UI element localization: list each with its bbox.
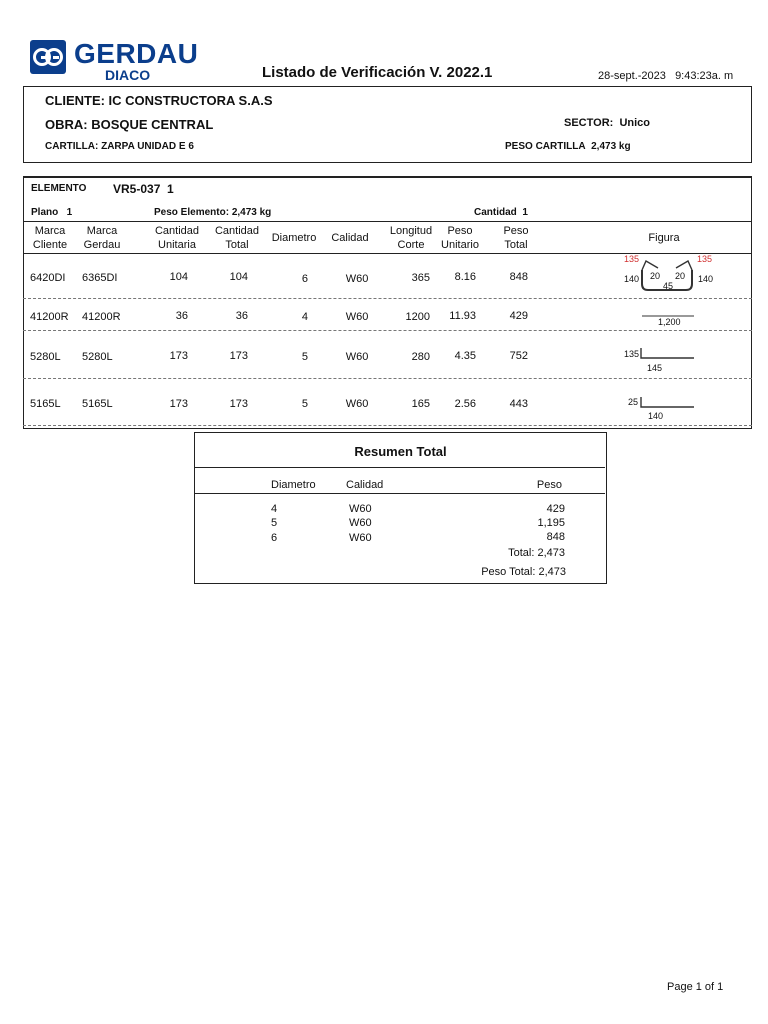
row4-marca-cliente: 5165L bbox=[30, 398, 61, 410]
elemento-code: VR5-037 bbox=[113, 182, 161, 196]
sector-label: SECTOR: bbox=[564, 117, 614, 129]
peso-elemento-text bbox=[154, 207, 271, 218]
row2-figure bbox=[636, 308, 700, 328]
summary-title: Resumen Total bbox=[354, 444, 447, 459]
row1-fig-hook-left: 135 bbox=[624, 254, 640, 264]
plano-label: Plano bbox=[31, 207, 59, 218]
row3-cant-unit: 173 bbox=[169, 350, 188, 362]
row3-fig-left: 135 bbox=[624, 349, 640, 359]
row2-separator bbox=[23, 330, 752, 331]
peso-elemento-value: 2,473 kg bbox=[231, 207, 272, 218]
col-cantidad-total bbox=[208, 224, 266, 252]
row4-cant-total: 173 bbox=[229, 398, 248, 410]
plano-value: 1 bbox=[66, 207, 73, 218]
row1-peso-unit: 8.16 bbox=[454, 271, 476, 283]
row1-diametro: 6 bbox=[301, 273, 308, 285]
cartilla-text: CARTILLA: ZARPA UNIDAD E 6 bbox=[45, 141, 194, 152]
summary-peso-total: Peso Total: 2,473 bbox=[481, 566, 566, 578]
sector-text bbox=[564, 117, 650, 129]
row1-longitud: 365 bbox=[411, 272, 430, 284]
cantidad-text bbox=[474, 207, 528, 218]
row2-cant-total: 36 bbox=[235, 310, 248, 322]
cantidad-label: Cantidad bbox=[474, 207, 517, 218]
col-peso-unitario bbox=[436, 224, 484, 252]
col-longitud-corte-l2: Corte bbox=[397, 239, 425, 251]
row2-marca-cliente: 41200R bbox=[30, 311, 69, 323]
row4-fig-bottom: 140 bbox=[648, 411, 664, 421]
elemento-value bbox=[113, 182, 174, 196]
row3-calidad: W60 bbox=[345, 351, 369, 363]
row2-diametro: 4 bbox=[301, 311, 308, 323]
row2-calidad: W60 bbox=[345, 311, 369, 323]
summary-row2-diametro: 5 bbox=[271, 517, 278, 529]
col-cantidad-unitaria-l1: Cantidad bbox=[154, 225, 200, 237]
col-marca-cliente-l1: Marca bbox=[34, 225, 66, 237]
row1-fig-bottom: 45 bbox=[663, 281, 674, 291]
col-cantidad-unitaria-l2: Unitaria bbox=[158, 239, 196, 251]
summary-row3-calidad: W60 bbox=[349, 532, 372, 544]
summary-row1-peso: 429 bbox=[546, 503, 565, 515]
col-cantidad-unitaria bbox=[148, 224, 206, 252]
row2-peso-unit: 11.93 bbox=[449, 310, 476, 322]
row1-marca-cliente: 6420DI bbox=[30, 272, 66, 284]
col-marca-gerdau-l1: Marca bbox=[86, 225, 118, 237]
col-diametro: Diametro bbox=[271, 232, 317, 244]
row4-longitud: 165 bbox=[411, 398, 430, 410]
summary-row3-diametro: 6 bbox=[271, 532, 278, 544]
col-marca-gerdau bbox=[76, 224, 128, 252]
peso-elemento-label: Peso Elemento: bbox=[154, 207, 230, 218]
cantidad-value: 1 bbox=[522, 207, 528, 218]
row2-marca-gerdau: 41200R bbox=[82, 311, 121, 323]
row4-figure bbox=[626, 394, 700, 424]
col-cantidad-total-l2: Total bbox=[225, 239, 249, 251]
row2-longitud: 1200 bbox=[405, 311, 430, 323]
row1-peso-total: 848 bbox=[509, 271, 528, 283]
row2-cant-unit: 36 bbox=[175, 310, 188, 322]
col-figura: Figura bbox=[648, 232, 680, 244]
row4-calidad: W60 bbox=[345, 398, 369, 410]
row3-cant-total: 173 bbox=[229, 350, 248, 362]
row4-diametro: 5 bbox=[301, 398, 308, 410]
row1-cant-unit: 104 bbox=[169, 271, 188, 283]
row3-peso-total: 752 bbox=[509, 350, 528, 362]
summary-title-rule bbox=[195, 467, 605, 468]
row1-fig-hook-right: 135 bbox=[697, 254, 713, 264]
plano-text bbox=[31, 207, 72, 218]
col-longitud-corte-l1: Longitud bbox=[389, 225, 433, 237]
summary-row1-diametro: 4 bbox=[271, 503, 278, 515]
row3-diametro: 5 bbox=[301, 351, 308, 363]
summary-total: Total: 2,473 bbox=[508, 547, 565, 559]
row3-longitud: 280 bbox=[411, 351, 430, 363]
col-calidad: Calidad bbox=[331, 232, 369, 244]
summary-row3-peso: 848 bbox=[546, 531, 565, 543]
gg-logo-icon bbox=[30, 40, 66, 74]
peso-cartilla-label: PESO CARTILLA bbox=[505, 141, 586, 152]
row3-figure bbox=[624, 346, 700, 376]
row3-marca-cliente: 5280L bbox=[30, 351, 61, 363]
summary-row2-peso: 1,195 bbox=[537, 517, 565, 529]
cliente-text: CLIENTE: IC CONSTRUCTORA S.A.S bbox=[45, 93, 273, 108]
element-table-box bbox=[23, 176, 752, 429]
peso-cartilla-value: 2,473 kg bbox=[591, 141, 631, 152]
col-peso-total bbox=[492, 224, 540, 252]
document-datetime bbox=[598, 70, 733, 82]
summary-col-diametro: Diametro bbox=[271, 479, 316, 491]
summary-row2-calidad: W60 bbox=[349, 517, 372, 529]
row1-figure bbox=[620, 254, 716, 294]
document-title: Listado de Verificación V. 2022.1 bbox=[262, 64, 493, 81]
row3-marca-gerdau: 5280L bbox=[82, 351, 113, 363]
row4-fig-left: 25 bbox=[628, 397, 639, 407]
page-number: Page 1 of 1 bbox=[667, 981, 724, 993]
col-peso-unitario-l1: Peso bbox=[447, 225, 473, 237]
summary-row1-calidad: W60 bbox=[349, 503, 372, 515]
row3-peso-unit: 4.35 bbox=[454, 350, 476, 362]
row1-fig-mid1: 20 bbox=[650, 271, 661, 281]
obra-text: OBRA: BOSQUE CENTRAL bbox=[45, 117, 214, 132]
elemento-count: 1 bbox=[167, 182, 174, 196]
row2-peso-total: 429 bbox=[509, 310, 528, 322]
document-date: 28-sept.-2023 bbox=[598, 70, 666, 82]
elemento-label: ELEMENTO bbox=[31, 183, 87, 194]
row1-separator bbox=[23, 298, 752, 299]
row3-separator bbox=[23, 378, 752, 379]
header-top-rule bbox=[23, 221, 752, 222]
col-peso-total-l1: Peso bbox=[503, 225, 529, 237]
col-marca-cliente-l2: Cliente bbox=[32, 239, 68, 251]
row2-fig-bottom: 1,200 bbox=[658, 317, 681, 327]
peso-cartilla-text bbox=[505, 141, 631, 152]
col-marca-cliente bbox=[24, 224, 76, 252]
row1-marca-gerdau: 6365DI bbox=[82, 272, 118, 284]
logo-sub: DIACO bbox=[105, 67, 151, 83]
row1-fig-mid2: 20 bbox=[675, 271, 686, 281]
sector-value: Unico bbox=[619, 117, 650, 129]
col-marca-gerdau-l2: Gerdau bbox=[83, 239, 121, 251]
logo-brand: GERDAU bbox=[74, 38, 199, 69]
gerdau-logo bbox=[26, 22, 199, 84]
row4-peso-unit: 2.56 bbox=[454, 398, 476, 410]
col-peso-unitario-l2: Unitario bbox=[441, 239, 479, 251]
col-longitud-corte bbox=[384, 224, 438, 252]
row1-cant-total: 104 bbox=[229, 271, 248, 283]
col-cantidad-total-l1: Cantidad bbox=[214, 225, 260, 237]
summary-col-peso: Peso bbox=[536, 479, 562, 491]
col-peso-total-l2: Total bbox=[504, 239, 528, 251]
row4-marca-gerdau: 5165L bbox=[82, 398, 113, 410]
row4-cant-unit: 173 bbox=[169, 398, 188, 410]
row4-separator bbox=[23, 425, 752, 426]
row1-fig-right: 140 bbox=[698, 274, 714, 284]
summary-col-calidad: Calidad bbox=[346, 479, 384, 491]
document-time: 9:43:23a. m bbox=[675, 70, 734, 82]
row3-fig-bottom: 145 bbox=[647, 363, 663, 373]
summary-header-rule bbox=[195, 493, 605, 494]
row1-fig-left: 140 bbox=[624, 274, 640, 284]
row1-calidad: W60 bbox=[345, 273, 369, 285]
row4-peso-total: 443 bbox=[509, 398, 528, 410]
